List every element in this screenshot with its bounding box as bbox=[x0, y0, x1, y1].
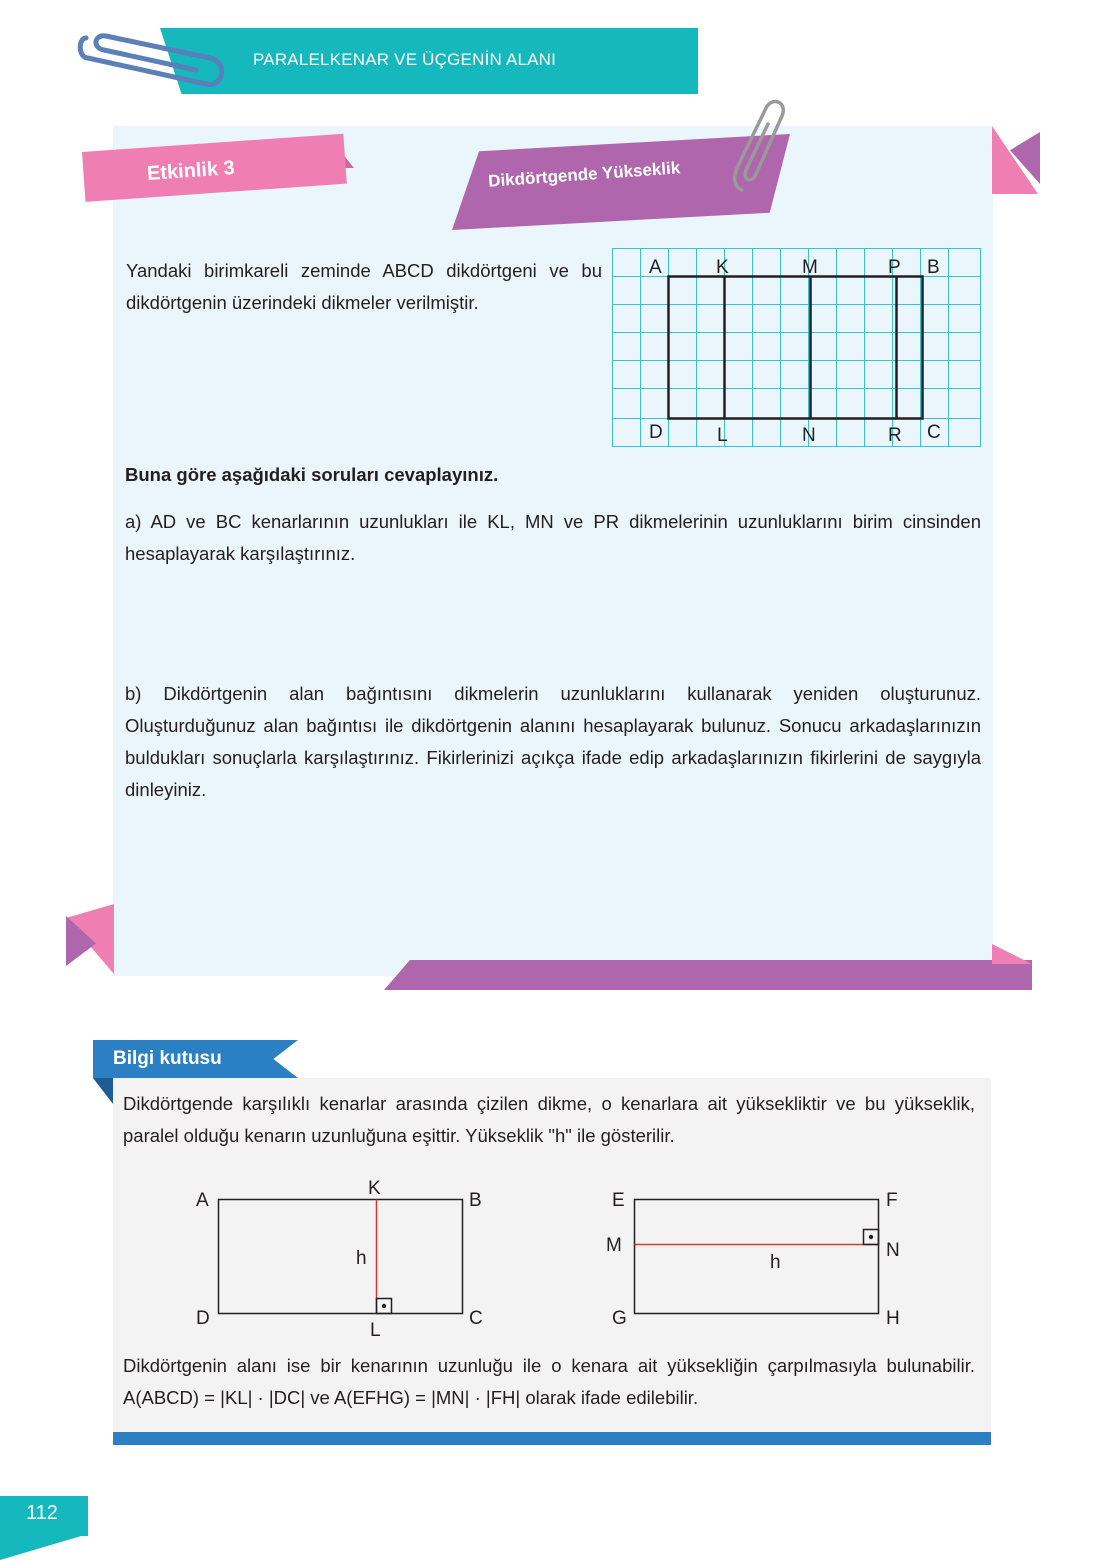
fig1-label-l: L bbox=[370, 1320, 381, 1341]
label-c: C bbox=[927, 422, 941, 443]
bottom-ribbon-fold bbox=[992, 944, 1032, 964]
paperclip-icon bbox=[728, 94, 790, 204]
label-l: L bbox=[717, 425, 728, 446]
fig1-label-d: D bbox=[196, 1308, 210, 1329]
label-n: N bbox=[802, 425, 816, 446]
bottom-ribbon bbox=[384, 960, 1032, 990]
fig1-label-h: h bbox=[356, 1248, 367, 1269]
fig2-label-n: N bbox=[886, 1240, 900, 1261]
label-d: D bbox=[649, 422, 663, 443]
info-bottom-bar bbox=[113, 1432, 991, 1445]
activity-label: Etkinlik 3 bbox=[146, 156, 236, 186]
fig1-label-k: K bbox=[368, 1178, 381, 1199]
rectangle-abcd bbox=[669, 277, 923, 419]
label-p: P bbox=[888, 257, 901, 278]
intro-text: Yandaki birimkareli zeminde ABCD dikdörtgeni ve bu dikdörtgenin üzerindeki dikmeler verilmiştir. bbox=[126, 260, 602, 313]
info-text-1: Dikdörtgende karşılıklı kenarlar arasında çizilen dikme, o kenarlara ait yüksekliktir ve bu yükseklik, paralel olduğu kenarın uzunluğuna eşittir. Yükseklik "h" ile gösterilir. bbox=[123, 1093, 975, 1146]
label-a: A bbox=[649, 257, 662, 278]
fig2-label-e: E bbox=[612, 1190, 625, 1211]
fig1-label-c: C bbox=[469, 1308, 483, 1329]
grid-figure bbox=[610, 246, 984, 450]
fig2-label-h: h bbox=[770, 1252, 781, 1273]
fig1-label-b: B bbox=[469, 1190, 482, 1211]
page-number-tail bbox=[0, 1534, 88, 1560]
label-b: B bbox=[927, 257, 940, 278]
info-text-2: Dikdörtgenin alanı ise bir kenarının uzunluğu ile o kenara ait yüksekliğin çarpılmasıyla bulunabilir. A(ABCD) = |KL| · |DC| ve A(EFHG) = |MN| · |FH| olarak ifade edilebilir. bbox=[123, 1355, 975, 1408]
fig1-label-a: A bbox=[196, 1190, 209, 1211]
fig2-label-g: G bbox=[612, 1308, 627, 1329]
info-label: Bilgi kutusu bbox=[113, 1048, 222, 1069]
label-k: K bbox=[716, 257, 729, 278]
label-m: M bbox=[802, 257, 818, 278]
activity-title: Dikdörtgende Yükseklik bbox=[487, 158, 681, 191]
label-r: R bbox=[888, 425, 902, 446]
question-b: b) Dikdörtgenin alan bağıntısını dikmelerin uzunluklarını kullanarak yeniden oluşturunuz. Oluşturduğunuz alan bağıntısı ile dikdörtgenin alanını hesaplayarak bulunuz. Sonucu arkadaşlarınızın buldukları sonuçlarla karşılaştırınız. Fikirlerinizi açıkça ifade edip arkadaşlarınızın fikirlerini de saygıyla dinleyiniz. bbox=[125, 683, 981, 800]
instruction-text: Buna göre aşağıdaki soruları cevaplayınız. bbox=[125, 464, 499, 485]
fig2-label-h-corner: H bbox=[886, 1308, 900, 1329]
figure-abcd bbox=[190, 1176, 500, 1344]
fig2-label-f: F bbox=[886, 1190, 898, 1211]
paperclip-icon bbox=[76, 22, 226, 92]
figure-efhg bbox=[606, 1176, 916, 1344]
question-a: a) AD ve BC kenarlarının uzunlukları ile KL, MN ve PR dikmelerinin uzunluklarını birim cinsinden hesaplayarak karşılaştırınız. bbox=[125, 511, 981, 564]
info-tab-fold bbox=[93, 1078, 113, 1104]
page-number: 112 bbox=[26, 1502, 58, 1524]
fig2-label-m: M bbox=[606, 1235, 622, 1256]
section-title: PARALELKENAR VE ÜÇGENİN ALANI bbox=[253, 50, 557, 69]
